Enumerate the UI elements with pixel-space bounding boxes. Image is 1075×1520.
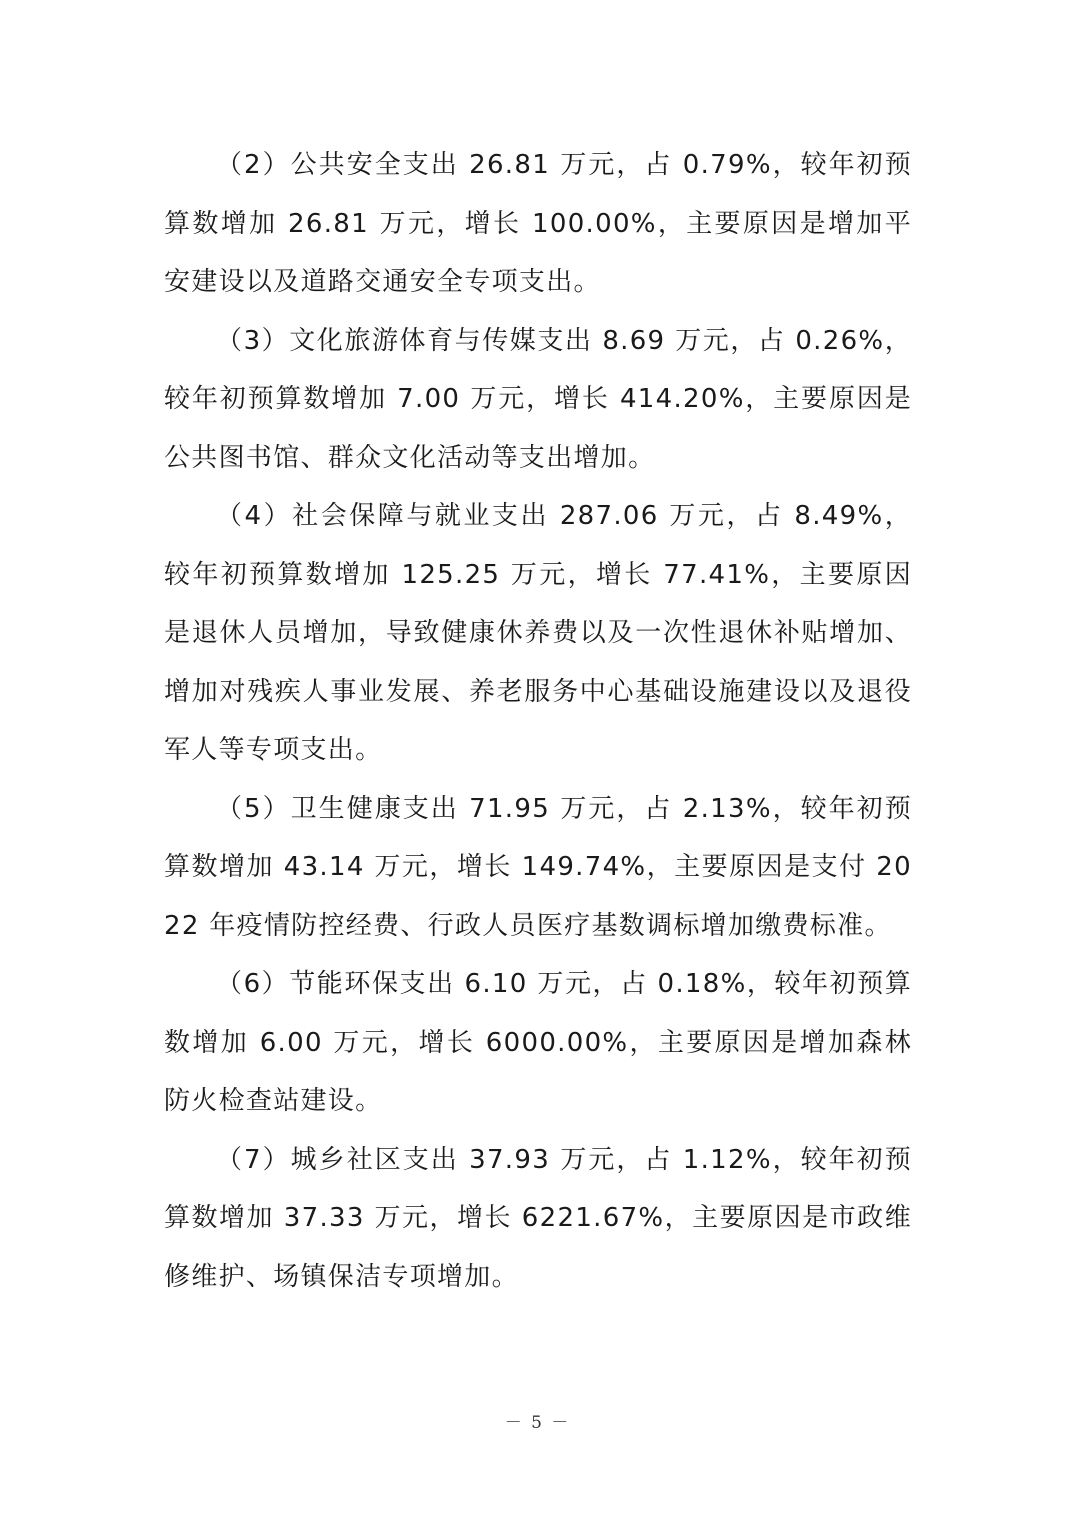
- paragraph-social-security: （4）社会保障与就业支出 287.06 万元，占 8.49%，较年初预算数增加 125.25 万元，增长 77.41%，主要原因是退休人员增加，导致健康休养费以及一次性退休补贴增加、增加对残疾人事业发展、养老服务中心基础设施建设以及退役军人等专项支出。: [164, 501, 912, 765]
- body-text: [164, 136, 912, 1306]
- paragraph-health: （5）卫生健康支出 71.95 万元，占 2.13%，较年初预算数增加 43.14 万元，增长 149.74%，主要原因是支付 2022 年疫情防控经费、行政人员医疗基数调标增加缴费标准。: [164, 793, 912, 941]
- paragraph-culture-tourism: （3）文化旅游体育与传媒支出 8.69 万元，占 0.26%，较年初预算数增加 7.00 万元，增长 414.20%，主要原因是公共图书馆、群众文化活动等支出增加。: [164, 325, 912, 473]
- paragraph-energy-environment: （6）节能环保支出 6.10 万元，占 0.18%，较年初预算数增加 6.00 万元，增长 6000.00%，主要原因是增加森林防火检查站建设。: [164, 969, 912, 1116]
- paragraph-urban-rural: （7）城乡社区支出 37.93 万元，占 1.12%，较年初预算数增加 37.33 万元，增长 6221.67%，主要原因是市政维修维护、场镇保洁专项增加。: [164, 1144, 912, 1292]
- paragraph-public-safety: （2）公共安全支出 26.81 万元，占 0.79%，较年初预算数增加 26.81 万元，增长 100.00%，主要原因是增加平安建设以及道路交通安全专项支出。: [164, 150, 912, 297]
- page-number: － 5 －: [504, 1413, 571, 1433]
